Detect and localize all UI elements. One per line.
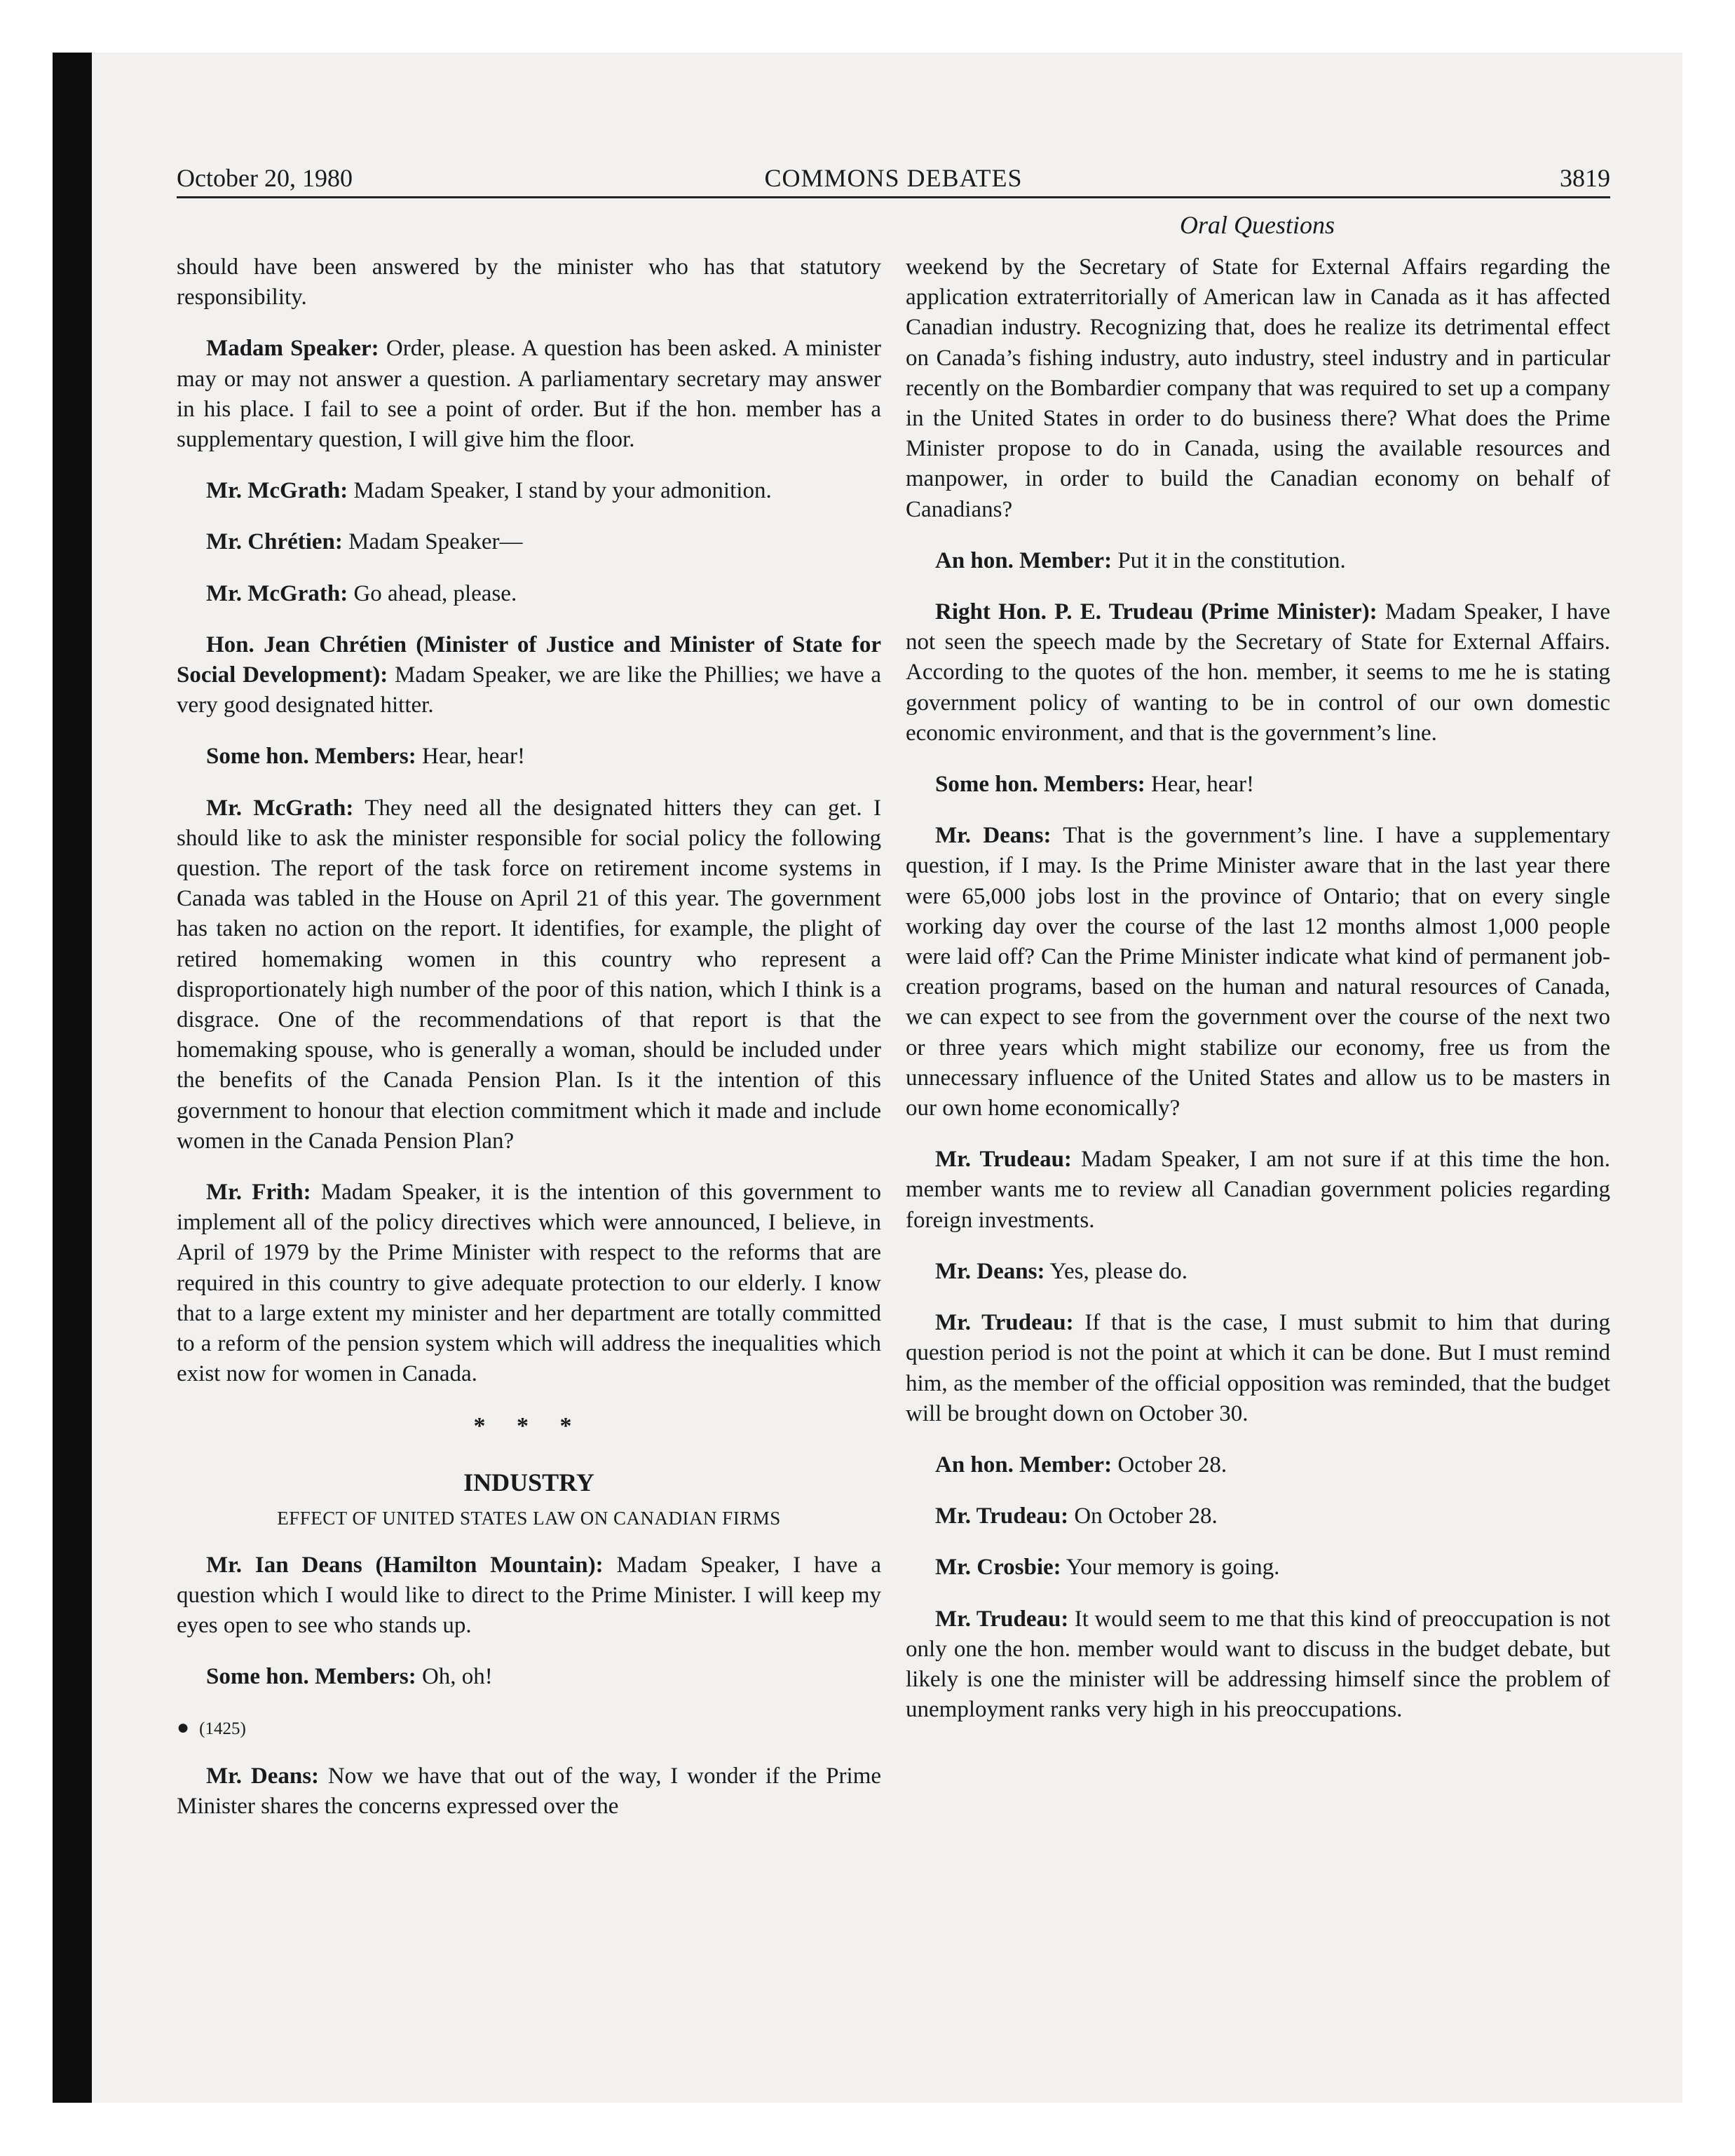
speech-text: Madam Speaker, I am not sure if at this time the hon. member wants me to review all Canadian government policies regarding foreign investments. [906,1147,1611,1233]
speech-paragraph [906,770,1610,800]
speaker-name: Mr. Ian Deans (Hamilton Mountain): [206,1552,604,1578]
speaker-name: Mr. McGrath: [206,795,354,821]
speech-paragraph [906,821,1610,1124]
speech-text: Go ahead, please. [353,580,517,606]
speech-paragraph [177,579,881,609]
speech-text: Madam Speaker, it is the intention of this government to implement all of the policy directives which were announced, I believe, in April of 1979 by the Prime Minister with respect to the reforms that are required in this country to give adequate protection to our elderly. I know that to a large extent my minister and her department are totally committed to a reform of the pension system which will address the inequalities which exist now for women in Canada. [177,1180,882,1387]
speech-text: That is the government’s line. I have a supplementary question, if I may. Is the Prime Minister aware that in the last year there were 65,000 jobs lost in the province of Ontario; that on every single working day over the course of the last 12 months almost 1,000 people were laid off? Can the Prime Minister indicate what kind of permanent job-creation programs, based on the human and natural resources of Canada, we can expect to see from the government over the course of the next two or three years which might stabilize our economy, free us from the unnecessary influence of the United States and allow us to be masters in our own home economically? [906,823,1611,1121]
speech-text: Madam Speaker, I stand by your admonition. [353,478,772,504]
speech-paragraph [177,476,881,506]
speech-paragraph [906,252,1610,525]
speaker-name: Mr. Frith: [206,1180,311,1206]
time-stamp: (1425) [199,1719,246,1738]
speech-text: It would seem to me that this kind of preoccupation is not only one the hon. member would want to discuss in the budget debate, but likely is one the minister will be addressing himself since the problem of unemployment ranks very high in his preoccupations. [906,1606,1610,1723]
speech-paragraph [177,793,881,1157]
speech-text: Put it in the constitution. [1117,547,1346,573]
speaker-name: Some hon. Members: [206,1664,416,1690]
speech-paragraph [906,597,1610,749]
speaker-name: Mr. Deans: [935,1258,1045,1284]
speech-text: Oh, oh! [421,1664,493,1690]
speech-text: Your memory is going. [1066,1555,1280,1581]
speech-paragraph [177,1662,881,1692]
speaker-name: Mr. Deans: [206,1763,320,1789]
speech-paragraph [906,546,1610,576]
speech-text: If that is the case, I must submit to him that during question period is not the point at which it can be done. But I must remind him, as the member of the official opposition was reminded, that the budget will be brought down on October 30. [906,1310,1610,1426]
speech-paragraph [177,630,881,721]
speech-paragraph [906,1257,1610,1287]
section-title: Oral Questions [1179,211,1335,239]
speech-paragraph [906,1553,1610,1583]
speaker-name: Mr. Trudeau: [935,1147,1072,1173]
speaker-name: An hon. Member: [935,547,1113,573]
speech-paragraph [177,334,881,455]
speaker-name: Some hon. Members: [206,744,416,770]
speech-paragraph [177,1550,881,1642]
left-column [177,252,881,1843]
speech-text: Madam Speaker, we are like the Phillies; we have a very good designated hitter. [177,662,881,718]
time-marker [177,1714,881,1743]
speaker-name: Right Hon. P. E. Trudeau (Prime Minister): [935,599,1377,625]
speech-text: On October 28. [1074,1503,1218,1529]
speech-text: Madam Speaker— [348,529,523,555]
speech-paragraph [177,1761,881,1822]
speaker-name: Mr. Chrétien: [206,529,343,555]
header-date: October 20, 1980 [177,164,353,192]
right-column [906,252,1610,1746]
speaker-name: Mr. McGrath: [206,478,348,504]
speech-text: should have been answered by the minister who has that statutory responsibility. [177,254,881,311]
speaker-name: An hon. Member: [935,1452,1113,1478]
speaker-name: Mr. Trudeau: [935,1606,1069,1632]
speech-paragraph [906,1501,1610,1531]
speaker-name: Mr. Crosbie: [935,1555,1061,1581]
speech-text: Hear, hear! [1150,772,1255,798]
speech-text: October 28. [1117,1452,1227,1478]
speech-paragraph [177,252,881,313]
speaker-name: Some hon. Members: [935,772,1145,798]
header-page-number: 3819 [1560,164,1610,192]
header-publication: COMMONS DEBATES [764,164,1023,192]
speech-paragraph [906,1308,1610,1429]
speaker-name: Mr. Trudeau: [935,1503,1069,1529]
speech-text: Hear, hear! [421,744,526,770]
speech-paragraph [906,1450,1610,1480]
speaker-name: Madam Speaker: [206,336,379,362]
speaker-name: Mr. Trudeau: [935,1310,1074,1336]
speech-text: Now we have that out of the way, I wonder if the Prime Minister shares the concerns expressed over the [177,1763,882,1819]
speech-paragraph [177,742,881,772]
bullet-icon: ● [177,1715,190,1739]
industry-heading: INDUSTRY [463,1468,594,1496]
speech-text: Madam Speaker, I have a question which I would like to direct to the Prime Minister. I will keep my eyes open to see who stands up. [177,1552,881,1639]
speech-text: weekend by the Secretary of State for External Affairs regarding the application extraterritorially of American law in Canada as it has affected Canadian industry. Recognizing that, does he realize its detrimental effect on Canada’s fishing industry, auto industry, steel industry and in particular recently on the Bombardier company that was required to set up a company in the United States in order to do business there? What does the Prime Minister propose to do in Canada, using the available resources and manpower, in order to build the Canadian economy on behalf of Canadians? [906,254,1610,522]
page-header [177,160,1610,198]
speech-paragraph [906,1145,1610,1236]
industry-subheading: EFFECT OF UNITED STATES LAW ON CANADIAN FIRMS [277,1507,781,1529]
speech-paragraph [177,1178,881,1389]
separator-stars: * * * [473,1412,585,1439]
speech-text: Yes, please do. [1049,1258,1188,1284]
speech-paragraph [177,527,881,557]
speaker-name: Mr. Deans: [935,823,1052,849]
speech-paragraph [906,1604,1610,1726]
speaker-name: Hon. Jean Chrétien (Minister of Justice and Minister of State for Social Development): [177,632,881,688]
speaker-name: Mr. McGrath: [206,580,348,606]
scan-border [53,53,92,2103]
speech-text: Order, please. A question has been asked. A minister may or may not answer a question. A parliamentary secretary may answer in his place. I fail to see a point of order. But if the hon. member has a supplementary question, I will give him the floor. [177,336,882,453]
speech-text: They need all the designated hitters they can get. I should like to ask the minister responsible for social policy the following question. The report of the task force on retirement income systems in Canada was tabled in the House on April 21 of this year. The government has taken no action on the report. It identifies, for example, the plight of retired homemaking women in this country who represent a disproportionately high number of the poor of this nation, which I think is a disgrace. One of the recommendations of that report is that the homemaking spouse, who is generally a woman, should be included under the benefits of the Canada Pension Plan. Is it the intention of this government to honour that election commitment which it made and include women in the Canada Pension Plan? [177,795,881,1154]
speech-text: Madam Speaker, I have not seen the speech made by the Secretary of State for External Affairs. According to the quotes of the hon. member, it seems to me he is stating government policy of wanting to be in control of our own domestic economic environment, and that is the government’s line. [906,599,1610,746]
